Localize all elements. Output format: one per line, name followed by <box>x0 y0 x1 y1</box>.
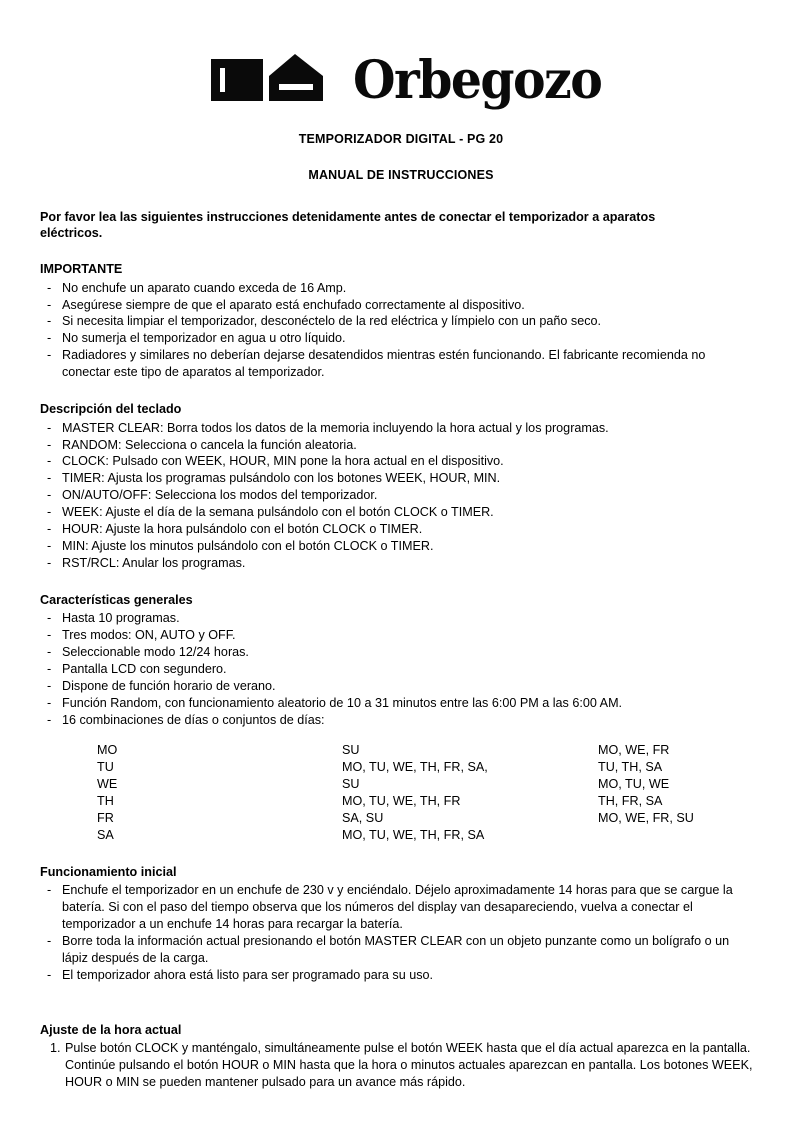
caracteristicas-list <box>40 610 762 729</box>
dash-bullet: - <box>47 628 52 643</box>
list-item-text: HOUR: Ajuste la hora pulsándolo con el botón CLOCK o TIMER. <box>62 522 423 537</box>
list-item-text: 16 combinaciones de días o conjuntos de días: <box>62 712 325 727</box>
table-row: MO, TU, WE, TH, FR <box>342 793 461 808</box>
dash-bullet: - <box>47 348 52 363</box>
list-item-text: RST/RCL: Anular los programas. <box>62 556 246 571</box>
list-item <box>40 1040 755 1091</box>
list-item-text: MIN: Ajuste los minutos pulsándolo con el botón CLOCK o TIMER. <box>62 539 434 554</box>
dash-bullet: - <box>47 280 52 295</box>
dash-bullet: - <box>47 522 52 537</box>
orbegozo-wordmark: Orbegozo <box>352 49 601 111</box>
dash-bullet: - <box>47 679 52 694</box>
list-item <box>40 487 752 504</box>
list-item-text: Hasta 10 programas. <box>62 611 180 626</box>
section-heading: Ajuste de la hora actual <box>40 1022 182 1037</box>
table-row: MO, TU, WE <box>598 776 670 791</box>
dash-bullet: - <box>47 471 52 486</box>
dash-bullet: - <box>47 662 52 677</box>
list-item <box>40 555 752 572</box>
document-title: TEMPORIZADOR DIGITAL - PG 20 <box>298 132 504 146</box>
table-row: MO, TU, WE, TH, FR, SA, <box>342 759 488 774</box>
dash-bullet: - <box>47 712 52 727</box>
teclado-list <box>40 420 762 572</box>
dash-bullet: - <box>47 420 52 435</box>
dash-bullet: - <box>47 645 52 660</box>
table-row: SU <box>342 742 360 757</box>
list-item <box>40 504 752 521</box>
table-row: SA <box>97 827 114 842</box>
list-item <box>40 882 752 933</box>
list-item <box>40 313 752 330</box>
list-item-text: WEEK: Ajuste el día de la semana pulsándolo con el botón CLOCK o TIMER. <box>62 505 494 520</box>
dash-bullet: - <box>47 505 52 520</box>
list-item-text: Tres modos: ON, AUTO y OFF. <box>62 628 236 643</box>
day-column-1 <box>97 742 117 844</box>
table-row: TU, TH, SA <box>598 759 663 774</box>
section-ajuste-hora-actual <box>40 1022 762 1091</box>
list-item-text: Borre toda la información actual presionando el botón MASTER CLEAR con un objeto punzante como un bolígrafo o un lápiz después de la carga. <box>62 934 730 966</box>
dash-bullet: - <box>47 556 52 571</box>
list-item <box>40 347 752 381</box>
importante-list <box>40 280 762 382</box>
list-item <box>40 644 752 661</box>
section-importante <box>40 261 762 381</box>
intro-paragraph: Por favor lea las siguientes instrucciones detenidamente antes de conectar el temporizador a aparatos eléctricos. <box>40 210 656 241</box>
list-item-text: El temporizador ahora está listo para ser programado para su uso. <box>62 967 434 982</box>
dash-bullet: - <box>47 967 52 982</box>
list-item <box>40 521 752 538</box>
section-funcionamiento-inicial <box>40 864 762 984</box>
list-item-text: Si necesita limpiar el temporizador, desconéctelo de la red eléctrica y límpielo con un paño seco. <box>62 314 602 329</box>
list-item-text: ON/AUTO/OFF: Selecciona los modos del temporizador. <box>62 488 378 503</box>
section-gap <box>40 984 762 1002</box>
list-item-text: Función Random, con funcionamiento aleatorio de 10 a 31 minutos entre las 6:00 PM a las 6:00 AM. <box>62 696 623 711</box>
table-row: SU <box>342 776 360 791</box>
section-caracteristicas-generales <box>40 592 762 844</box>
list-item <box>40 661 752 678</box>
dash-bullet: - <box>47 488 52 503</box>
list-marker: 1. <box>50 1041 61 1056</box>
table-row: WE <box>97 776 118 791</box>
orbegozo-emblem-icon <box>211 54 323 106</box>
list-item-text: Radiadores y similares no deberían dejarse desatendidos mientras estén funcionando. El fabricante recomienda no conectar este tipo de aparatos al temporizador. <box>62 348 706 380</box>
list-item-text: Pantalla LCD con segundero. <box>62 662 227 677</box>
ajuste-hora-list <box>40 1040 762 1091</box>
list-item <box>40 280 752 297</box>
list-item <box>40 453 752 470</box>
table-row: MO, TU, WE, TH, FR, SA <box>342 827 485 842</box>
list-item <box>40 610 752 627</box>
list-item <box>40 712 752 729</box>
day-combinations-table <box>97 742 737 844</box>
section-heading: Funcionamiento inicial <box>40 864 177 879</box>
dash-bullet: - <box>47 314 52 329</box>
list-item <box>40 437 752 454</box>
document-subtitle: MANUAL DE INSTRUCCIONES <box>308 168 494 182</box>
list-item-text: Asegúrese siempre de que el aparato está enchufado correctamente al dispositivo. <box>62 297 525 312</box>
list-item <box>40 330 752 347</box>
dash-bullet: - <box>47 331 52 346</box>
list-item <box>40 627 752 644</box>
list-item-text: TIMER: Ajusta los programas pulsándolo con los botones WEEK, HOUR, MIN. <box>62 471 501 486</box>
list-item-text: Seleccionable modo 12/24 horas. <box>62 645 249 660</box>
list-item <box>40 297 752 314</box>
table-row: MO <box>97 742 118 757</box>
list-item-text: Dispone de función horario de verano. <box>62 679 276 694</box>
table-row: FR <box>97 810 114 825</box>
list-item <box>40 933 752 967</box>
section-heading: Descripción del teclado <box>40 402 182 417</box>
section-heading: Características generales <box>40 593 193 607</box>
table-row: SA, SU <box>342 810 384 825</box>
section-descripcion-teclado <box>40 401 762 572</box>
day-column-2 <box>342 742 488 844</box>
dash-bullet: - <box>47 437 52 452</box>
dash-bullet: - <box>47 696 52 711</box>
dash-bullet: - <box>47 297 52 312</box>
table-row: MO, WE, FR, SU <box>598 810 694 825</box>
list-item-text: RANDOM: Selecciona o cancela la función aleatoria. <box>62 437 357 452</box>
list-item-text: Enchufe el temporizador en un enchufe de 230 v y enciéndalo. Déjelo aproximadamente 14 horas para que se cargue la batería. Si con el paso del tiempo observa que los números del display van desapareciendo, vuelva a conectar el temporizador a un enchufe 14 horas para recargar la batería. <box>62 883 733 932</box>
dash-bullet: - <box>47 539 52 554</box>
list-item-text: No enchufe un aparato cuando exceda de 16 Amp. <box>62 280 347 295</box>
list-item <box>40 967 752 984</box>
list-item <box>40 678 752 695</box>
list-item-text: MASTER CLEAR: Borra todos los datos de la memoria incluyendo la hora actual y los programas. <box>62 420 609 435</box>
list-item <box>40 695 752 712</box>
table-row: TH <box>97 793 114 808</box>
table-row: TH, FR, SA <box>598 793 663 808</box>
dash-bullet: - <box>47 934 52 949</box>
section-heading: IMPORTANTE <box>40 262 123 277</box>
list-item <box>40 470 752 487</box>
table-row: TU <box>97 759 114 774</box>
funcionamiento-list <box>40 882 762 984</box>
dash-bullet: - <box>47 611 52 626</box>
list-item-text: No sumerja el temporizador en agua u otro líquido. <box>62 331 346 346</box>
table-row: MO, WE, FR <box>598 742 670 757</box>
list-item-text: Pulse botón CLOCK y manténgalo, simultáneamente pulse el botón WEEK hasta que el día actual aparezca en la pantalla. Continúe pulsando el botón HOUR o MIN hasta que la hora o minutos actuales aparezcan en pantalla. Los botones WEEK, HOUR o MIN se pueden mantener pulsado para un avance más rápido. <box>65 1041 753 1090</box>
list-item <box>40 420 752 437</box>
list-item <box>40 538 752 555</box>
day-column-3 <box>598 742 694 827</box>
brand-logo <box>40 0 762 116</box>
list-item-text: CLOCK: Pulsado con WEEK, HOUR, MIN pone la hora actual en el dispositivo. <box>62 454 504 469</box>
dash-bullet: - <box>47 454 52 469</box>
dash-bullet: - <box>47 883 52 898</box>
